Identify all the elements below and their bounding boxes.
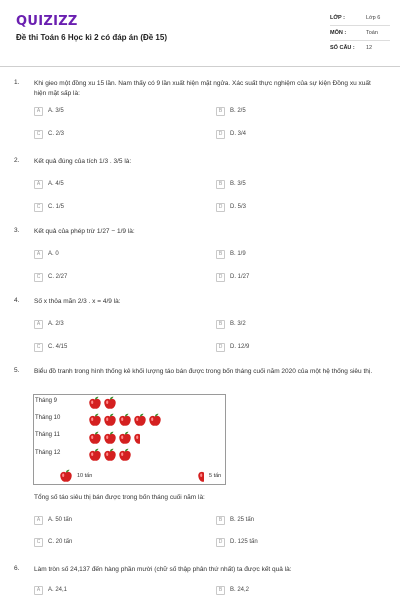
apple-icon xyxy=(88,413,102,427)
question-3 xyxy=(14,227,386,287)
apple-icon xyxy=(118,413,132,427)
apple-icon xyxy=(103,396,117,410)
option-c[interactable] xyxy=(34,536,72,548)
question-4 xyxy=(14,297,386,357)
option-checkbox[interactable]: D xyxy=(216,343,225,352)
question-text: Số x thỏa mãn 2/3 . x = 4/9 là: xyxy=(34,298,121,305)
option-label: C. 2/27 xyxy=(48,274,68,280)
question-number: 2. xyxy=(14,157,20,164)
option-checkbox[interactable]: B xyxy=(216,320,225,329)
legend-half-apple-icon xyxy=(197,469,204,483)
option-d[interactable] xyxy=(216,201,246,213)
option-a[interactable] xyxy=(34,178,64,190)
option-checkbox[interactable]: D xyxy=(216,203,225,212)
option-b[interactable] xyxy=(216,105,246,117)
option-checkbox[interactable]: C xyxy=(34,343,43,352)
option-label: B. 3/2 xyxy=(230,321,246,327)
option-label: D. 12/9 xyxy=(230,344,250,350)
option-label: C. 2/3 xyxy=(48,131,65,137)
option-label: C. 20 tấn xyxy=(48,539,73,545)
half-apple-icon xyxy=(133,431,140,445)
header-divider xyxy=(0,66,400,67)
option-checkbox[interactable]: D xyxy=(216,538,225,547)
question-number: 3. xyxy=(14,227,20,234)
question-1 xyxy=(14,79,386,149)
option-checkbox[interactable]: A xyxy=(34,250,43,259)
option-a[interactable] xyxy=(34,248,59,260)
option-d[interactable] xyxy=(216,271,249,283)
worksheet-title: Đề thi Toán 6 Học kì 2 có đáp án (Đề 15) xyxy=(16,33,167,42)
option-c[interactable] xyxy=(34,341,67,353)
meta-class-value: Lớp 6 xyxy=(366,15,381,21)
option-checkbox[interactable]: A xyxy=(34,320,43,329)
apple-pictograph xyxy=(33,394,226,485)
option-checkbox[interactable]: B xyxy=(216,250,225,259)
apple-icon xyxy=(103,448,117,462)
option-label: D. 3/4 xyxy=(230,131,247,137)
apple-icon xyxy=(118,448,132,462)
option-d[interactable] xyxy=(216,128,246,140)
apple-icon xyxy=(133,413,147,427)
option-a[interactable] xyxy=(34,514,72,526)
option-checkbox[interactable]: B xyxy=(216,107,225,116)
option-label: D. 5/3 xyxy=(230,204,247,210)
question-number: 5. xyxy=(14,367,20,374)
option-label: A. 24,1 xyxy=(48,587,68,593)
question-subtext: Tổng số táo siêu thị bán được trong bốn tháng cuối năm là: xyxy=(34,494,205,501)
option-label: D. 125 tấn xyxy=(230,539,258,545)
question-number: 4. xyxy=(14,297,20,304)
option-b[interactable] xyxy=(216,318,246,330)
option-label: B. 1/9 xyxy=(230,251,246,257)
apple-icon xyxy=(103,413,117,427)
question-2 xyxy=(14,157,386,217)
option-checkbox[interactable]: C xyxy=(34,273,43,282)
legend-full-label: 10 tấn xyxy=(77,473,93,479)
meta-class-key: LỚP : xyxy=(330,15,345,21)
apple-icon xyxy=(103,431,117,445)
option-label: D. 1/27 xyxy=(230,274,250,280)
option-checkbox[interactable]: A xyxy=(34,516,43,525)
option-checkbox[interactable]: A xyxy=(34,180,43,189)
option-a[interactable] xyxy=(34,318,64,330)
option-b[interactable] xyxy=(216,248,246,260)
option-label: B. 3/5 xyxy=(230,181,246,187)
option-label: B. 25 tấn xyxy=(230,517,255,523)
option-checkbox[interactable]: C xyxy=(34,203,43,212)
option-b[interactable] xyxy=(216,514,254,526)
option-checkbox[interactable]: B xyxy=(216,180,225,189)
option-label: A. 3/5 xyxy=(48,108,64,114)
option-d[interactable] xyxy=(216,341,249,353)
question-text: Khi gieo một đồng xu 15 lần. Nam thấy có 9 lần xuất hiện mặt ngửa. Xác suất thực nghiệm của sự kiện Đồng xu xuất hiện mặt sấp là: xyxy=(34,80,371,97)
question-text: Biểu đồ tranh trong hình thống kê khối lượng táo bán được trong bốn tháng cuối năm 2020 của một hệ thống siêu thị. xyxy=(34,368,373,375)
option-label: A. 50 tấn xyxy=(48,517,73,523)
meta-subject-key: MÔN : xyxy=(330,30,347,36)
question-text: Kết quả đúng của tích 1/3 . 3/5 là: xyxy=(34,158,132,165)
option-checkbox[interactable]: D xyxy=(216,130,225,139)
question-text: Làm tròn số 24,137 đến hàng phần mười (chữ số thập phân thứ nhất) ta được kết quả là: xyxy=(34,566,292,573)
meta-count-value: 12 xyxy=(366,45,373,51)
apple-icon xyxy=(118,431,132,445)
option-checkbox[interactable]: B xyxy=(216,516,225,525)
option-checkbox[interactable]: A xyxy=(34,586,43,595)
option-label: A. 0 xyxy=(48,251,59,257)
pictograph-row-label: Tháng 11 xyxy=(35,432,60,438)
option-checkbox[interactable]: A xyxy=(34,107,43,116)
meta-subject-value: Toán xyxy=(366,30,378,36)
question-number: 6. xyxy=(14,565,20,572)
option-label: A. 4/5 xyxy=(48,181,64,187)
option-checkbox[interactable]: B xyxy=(216,586,225,595)
worksheet-header xyxy=(0,0,400,66)
option-b[interactable] xyxy=(216,584,249,596)
question-6 xyxy=(14,565,386,600)
apple-icon xyxy=(88,431,102,445)
apple-icon xyxy=(88,448,102,462)
apple-icon xyxy=(88,396,102,410)
option-c[interactable] xyxy=(34,201,64,213)
meta-count-key: SỐ CÂU : xyxy=(330,45,355,51)
meta-divider xyxy=(330,25,390,26)
option-label: C. 1/5 xyxy=(48,204,65,210)
pictograph-row-label: Tháng 10 xyxy=(35,415,61,421)
option-checkbox[interactable]: C xyxy=(34,130,43,139)
option-checkbox[interactable]: D xyxy=(216,273,225,282)
pictograph-row-label: Tháng 12 xyxy=(35,450,61,456)
meta-divider xyxy=(330,40,390,41)
option-label: C. 4/15 xyxy=(48,344,68,350)
option-label: A. 2/3 xyxy=(48,321,64,327)
question-number: 1. xyxy=(14,79,20,86)
option-checkbox[interactable]: C xyxy=(34,538,43,547)
option-label: B. 24,2 xyxy=(230,587,250,593)
option-a[interactable] xyxy=(34,584,67,596)
option-b[interactable] xyxy=(216,178,246,190)
option-label: B. 2/5 xyxy=(230,108,246,114)
legend-half-label: 5 tấn xyxy=(209,473,222,479)
question-text: Kết quả của phép trừ 1/27 − 1/9 là: xyxy=(34,228,135,235)
option-c[interactable] xyxy=(34,271,67,283)
legend-apple-icon xyxy=(59,469,73,483)
quizizz-logo: QUIZIZZ xyxy=(16,14,78,29)
apple-icon xyxy=(148,413,162,427)
option-c[interactable] xyxy=(34,128,64,140)
option-a[interactable] xyxy=(34,105,64,117)
option-d[interactable] xyxy=(216,536,258,548)
pictograph-row-label: Tháng 9 xyxy=(35,398,58,404)
